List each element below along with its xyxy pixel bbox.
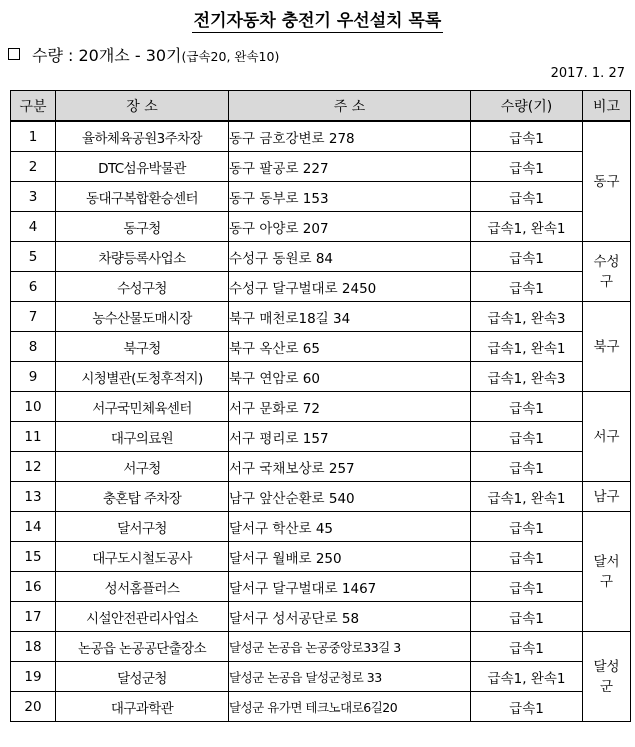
row-quantity: 급속1	[471, 121, 583, 152]
table-row	[11, 602, 631, 632]
row-number: 12	[11, 452, 56, 482]
row-quantity: 급속1	[471, 152, 583, 182]
district-note	[583, 302, 631, 392]
row-number: 16	[11, 572, 56, 602]
row-place: 율하체육공원3주차장	[56, 121, 229, 152]
row-place: 시청별관(도청후적지)	[56, 362, 229, 392]
row-number: 1	[11, 121, 56, 152]
header-quantity: 수량(기)	[471, 91, 583, 122]
row-number: 17	[11, 602, 56, 632]
row-number: 15	[11, 542, 56, 572]
table-header-row	[11, 91, 631, 122]
row-number: 4	[11, 212, 56, 242]
row-address: 북구 연암로 60	[229, 362, 471, 392]
row-quantity: 급속1, 완속1	[471, 332, 583, 362]
row-address: 동구 아양로 207	[229, 212, 471, 242]
table-row	[11, 182, 631, 212]
row-quantity: 급속1	[471, 182, 583, 212]
district-note	[583, 121, 631, 242]
row-quantity: 급속1	[471, 422, 583, 452]
table-row	[11, 452, 631, 482]
row-number: 8	[11, 332, 56, 362]
table-row	[11, 392, 631, 422]
quantity-detail: (급속20, 완속10)	[181, 49, 280, 64]
row-number: 14	[11, 512, 56, 542]
district-note	[583, 512, 631, 632]
table-row	[11, 542, 631, 572]
row-address: 남구 앞산순환로 540	[229, 482, 471, 512]
table-row	[11, 152, 631, 182]
row-quantity: 급속1	[471, 602, 583, 632]
table-row	[11, 482, 631, 512]
row-quantity: 급속1	[471, 632, 583, 662]
header-category: 구분	[11, 91, 56, 122]
row-place: 대구도시철도공사	[56, 542, 229, 572]
district-note	[583, 392, 631, 482]
district-note-text: 남구	[593, 488, 620, 505]
row-place: 달성군청	[56, 662, 229, 692]
row-address: 달성군 논공읍 논공중앙로33길 3	[229, 632, 471, 662]
row-address: 달서구 달구벌대로 1467	[229, 572, 471, 602]
district-note-text: 수성구	[593, 253, 620, 290]
document-title	[0, 6, 635, 31]
table-row	[11, 422, 631, 452]
row-number: 7	[11, 302, 56, 332]
row-address: 달서구 월배로 250	[229, 542, 471, 572]
table-row	[11, 242, 631, 272]
quantity-main: 수량 : 20개소 - 30기	[32, 46, 182, 65]
row-address: 수성구 달구벌대로 2450	[229, 272, 471, 302]
table-row	[11, 572, 631, 602]
row-place: 서구청	[56, 452, 229, 482]
row-place: 충혼탑 주차장	[56, 482, 229, 512]
table-row	[11, 362, 631, 392]
row-quantity: 급속1	[471, 272, 583, 302]
row-place: 시설안전관리사업소	[56, 602, 229, 632]
row-place: 동대구복합환승센터	[56, 182, 229, 212]
row-number: 20	[11, 692, 56, 722]
table-row	[11, 512, 631, 542]
row-quantity: 급속1, 완속1	[471, 482, 583, 512]
row-address: 동구 금호강변로 278	[229, 121, 471, 152]
quantity-line	[8, 43, 279, 66]
row-address: 달서구 학산로 45	[229, 512, 471, 542]
row-number: 11	[11, 422, 56, 452]
row-quantity: 급속1, 완속1	[471, 212, 583, 242]
row-place: 달서구청	[56, 512, 229, 542]
row-place: 북구청	[56, 332, 229, 362]
row-number: 18	[11, 632, 56, 662]
table-row	[11, 332, 631, 362]
row-number: 19	[11, 662, 56, 692]
table-row	[11, 212, 631, 242]
district-note-text: 동구	[593, 173, 620, 190]
header-note: 비고	[583, 91, 631, 122]
row-number: 10	[11, 392, 56, 422]
row-quantity: 급속1	[471, 542, 583, 572]
row-address: 서구 평리로 157	[229, 422, 471, 452]
header-address: 주 소	[229, 91, 471, 122]
row-quantity: 급속1, 완속3	[471, 362, 583, 392]
title-text: 전기자동차 충전기 우선설치 목록	[193, 11, 442, 31]
row-number: 13	[11, 482, 56, 512]
table-row	[11, 272, 631, 302]
row-quantity: 급속1	[471, 242, 583, 272]
table-row	[11, 302, 631, 332]
row-quantity: 급속1, 완속1	[471, 662, 583, 692]
row-place: 논공읍 논공공단출장소	[56, 632, 229, 662]
row-number: 6	[11, 272, 56, 302]
district-note	[583, 632, 631, 722]
row-quantity: 급속1	[471, 572, 583, 602]
row-place: 대구의료원	[56, 422, 229, 452]
row-quantity: 급속1	[471, 452, 583, 482]
row-address: 북구 매천로18길 34	[229, 302, 471, 332]
row-address: 달성군 논공읍 달성군청로 33	[229, 662, 471, 692]
row-number: 3	[11, 182, 56, 212]
district-note-text: 달서구	[593, 553, 620, 590]
table-row	[11, 121, 631, 152]
row-quantity: 급속1	[471, 692, 583, 722]
district-note-text: 북구	[593, 338, 620, 355]
district-note-text: 서구	[593, 428, 620, 445]
row-place: 대구과학관	[56, 692, 229, 722]
document-date: 2017. 1. 27	[550, 66, 625, 81]
row-address: 수성구 동원로 84	[229, 242, 471, 272]
row-quantity: 급속1	[471, 392, 583, 422]
table-row	[11, 662, 631, 692]
row-quantity: 급속1, 완속3	[471, 302, 583, 332]
row-number: 9	[11, 362, 56, 392]
charger-list-table	[10, 90, 631, 722]
checkbox-square-icon	[8, 48, 20, 60]
row-address: 북구 옥산로 65	[229, 332, 471, 362]
row-address: 동구 동부로 153	[229, 182, 471, 212]
row-quantity: 급속1	[471, 512, 583, 542]
header-place: 장 소	[56, 91, 229, 122]
row-place: 동구청	[56, 212, 229, 242]
table-row	[11, 632, 631, 662]
row-address: 동구 팔공로 227	[229, 152, 471, 182]
table-row	[11, 692, 631, 722]
row-number: 2	[11, 152, 56, 182]
row-place: DTC섬유박물관	[56, 152, 229, 182]
row-address: 서구 문화로 72	[229, 392, 471, 422]
row-place: 수성구청	[56, 272, 229, 302]
district-note	[583, 242, 631, 302]
district-note	[583, 482, 631, 512]
row-place: 차량등록사업소	[56, 242, 229, 272]
row-address: 달서구 성서공단로 58	[229, 602, 471, 632]
row-address: 서구 국채보상로 257	[229, 452, 471, 482]
row-place: 성서홈플러스	[56, 572, 229, 602]
row-address: 달성군 유가면 테크노대로6길20	[229, 692, 471, 722]
row-place: 농수산물도매시장	[56, 302, 229, 332]
row-number: 5	[11, 242, 56, 272]
district-note-text: 달성군	[593, 658, 620, 695]
row-place: 서구국민체육센터	[56, 392, 229, 422]
